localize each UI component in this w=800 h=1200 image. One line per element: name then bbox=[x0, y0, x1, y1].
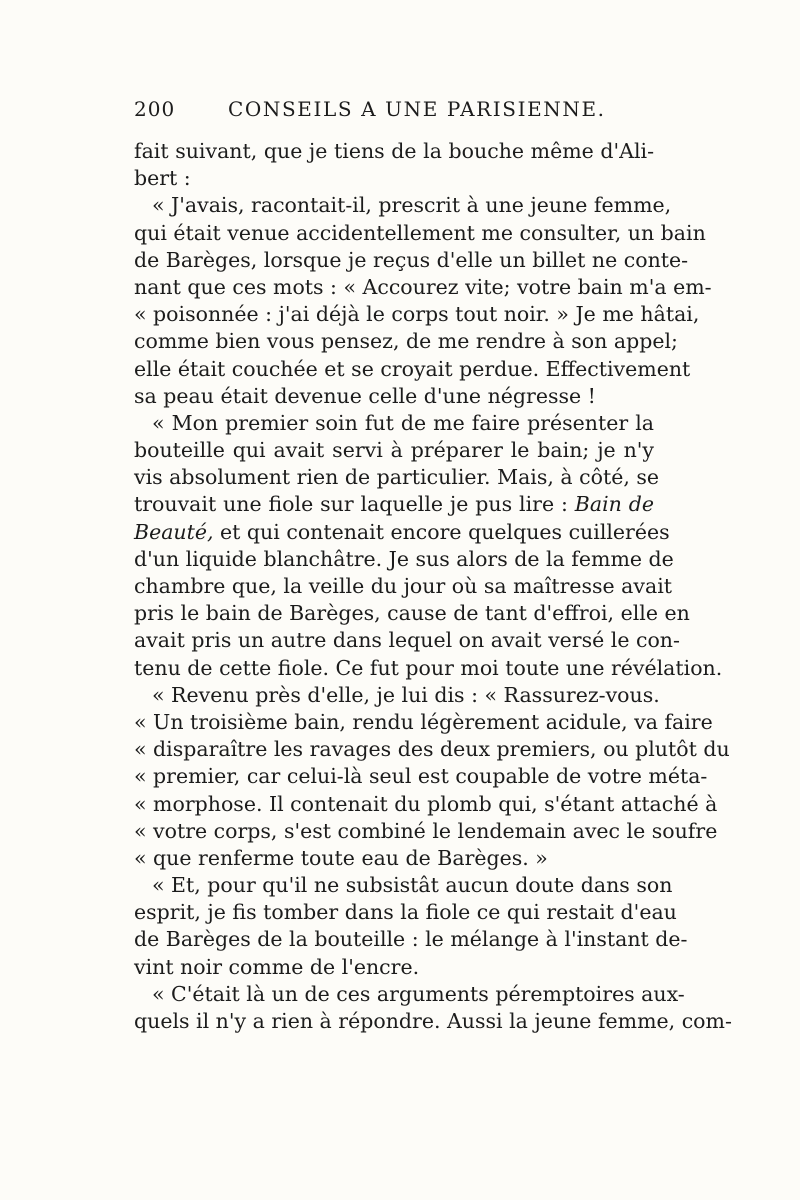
text-line: « Mon premier soin fut de me faire présenter la bbox=[152, 410, 654, 435]
text-line: bert : bbox=[134, 166, 191, 191]
text-line: d'un liquide blanchâtre. Je sus alors de la femme de bbox=[134, 546, 674, 571]
text-line: elle était couchée et se croyait perdue. Effectivement bbox=[134, 356, 691, 381]
text-line: « que renferme toute eau de Barèges. » bbox=[134, 845, 548, 870]
text-line: esprit, je fis tomber dans la fiole ce qui restait d'eau bbox=[134, 900, 677, 925]
text-line: comme bien vous pensez, de me rendre à son appel; bbox=[134, 329, 678, 354]
text-line: sa peau était devenue celle d'une négresse ! bbox=[134, 383, 596, 408]
text-line: nant que ces mots : « Accourez vite; votre bain m'a em- bbox=[134, 274, 712, 299]
text-line: fait suivant, que je tiens de la bouche même d'Ali- bbox=[134, 139, 654, 163]
italic-title: Bain de bbox=[574, 492, 654, 517]
text-line: « Revenu près d'elle, je lui dis : « Rassurez-vous. bbox=[152, 682, 660, 707]
text-line: « premier, car celui-là seul est coupable de votre méta- bbox=[134, 764, 708, 789]
text-line: pris le bain de Barèges, cause de tant d'effroi, elle en bbox=[134, 601, 690, 626]
text-span: et qui contenait encore quelques cuillerées bbox=[220, 519, 670, 544]
text-line: « J'avais, racontait-il, prescrit à une jeune femme, bbox=[152, 193, 672, 218]
text-line: qui était venue accidentellement me consulter, un bain bbox=[134, 220, 706, 245]
text-line: avait pris un autre dans lequel on avait versé le con- bbox=[134, 628, 680, 653]
text-line bbox=[134, 491, 654, 518]
text-line: de Barèges de la bouteille : le mélange à l'instant de- bbox=[134, 927, 688, 952]
text-line: « Et, pour qu'il ne subsistât aucun doute dans son bbox=[152, 873, 673, 898]
text-line: de Barèges, lorsque je reçus d'elle un billet ne conte- bbox=[134, 247, 689, 272]
text-line: « morphose. Il contenait du plomb qui, s'étant attaché à bbox=[134, 791, 718, 816]
body-text bbox=[134, 138, 732, 1035]
text-line bbox=[134, 519, 670, 546]
page-header bbox=[134, 97, 654, 127]
text-line: « C'était là un de ces arguments péremptoires aux- bbox=[152, 981, 685, 1006]
text-line: « votre corps, s'est combiné le lendemain avec le soufre bbox=[134, 818, 718, 843]
text-line: quels il n'y a rien à répondre. Aussi la jeune femme, com- bbox=[134, 1009, 732, 1033]
text-line: bouteille qui avait servi à préparer le bain; je n'y bbox=[134, 438, 654, 463]
text-line: vint noir comme de l'encre. bbox=[134, 954, 420, 979]
text-line: chambre que, la veille du jour où sa maîtresse avait bbox=[134, 574, 673, 598]
text-span: trouvait une fiole sur laquelle je pus lire : bbox=[134, 492, 568, 517]
text-line: vis absolument rien de particulier. Mais, à côté, se bbox=[134, 465, 660, 490]
text-line: « poisonnée : j'ai déjà le corps tout noir. » Je me hâtai, bbox=[134, 302, 700, 327]
page-number: 200 bbox=[134, 97, 176, 121]
text-line: tenu de cette fiole. Ce fut pour moi toute une révélation. bbox=[134, 655, 723, 680]
running-head: CONSEILS A UNE PARISIENNE. bbox=[228, 97, 606, 121]
text-line: « Un troisième bain, rendu légèrement acidule, va faire bbox=[134, 709, 713, 734]
text-line: « disparaître les ravages des deux premiers, ou plutôt du bbox=[134, 737, 730, 762]
italic-title: Beauté, bbox=[134, 519, 214, 544]
